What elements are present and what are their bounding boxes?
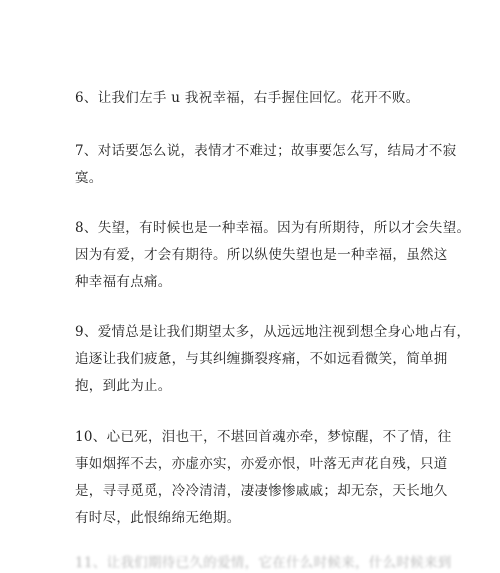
paragraph-line: 10、心已死，泪也干，不堪回首魂亦牵，梦惊醒，不了情，往 xyxy=(75,429,452,445)
paragraph-line: 有时尽，此恨绵绵无绝期。 xyxy=(75,510,241,526)
paragraph-9 xyxy=(75,322,475,403)
paragraph-line: 7、对话要怎么说，表情才不难过；故事要怎么写，结局才不寂 xyxy=(75,143,457,159)
paragraph-8 xyxy=(75,218,475,299)
paragraph-line: 事如烟挥不去，亦虚亦实，亦爱亦恨，叶落无声花自残，只道 xyxy=(75,456,448,472)
paragraph-line: 追逐让我们疲惫，与其纠缠撕裂疼痛，不如远看微笑，简单拥 xyxy=(75,351,448,367)
paragraph-line: 抱，到此为止。 xyxy=(75,378,172,394)
paragraph-7 xyxy=(75,141,475,195)
paragraph-line: 8、失望，有时候也是一种幸福。因为有所期待，所以才会失望。 xyxy=(75,220,471,236)
paragraph-line: 因为有爱，才会有期待。所以纵使失望也是一种幸福，虽然这 xyxy=(75,247,448,263)
paragraph-line: 6、让我们左手 u 我祝幸福，右手握住回忆。花开不败。 xyxy=(75,90,420,106)
paragraph-6 xyxy=(75,88,475,115)
paragraph-11-faded xyxy=(75,553,475,573)
paragraph-10 xyxy=(75,427,475,535)
paragraph-line: 9、爱情总是让我们期望太多，从远远地注视到想全身心地占有， xyxy=(75,324,471,340)
paragraph-line: 11、让我们期待已久的爱情，它在什么时候来，什么时候来到 xyxy=(75,555,452,571)
paragraph-line: 是，寻寻觅觅，冷冷清清，凄凄惨惨戚戚；却无奈，天长地久 xyxy=(75,483,448,499)
paragraph-line: 寞。 xyxy=(75,170,103,186)
paragraph-line: 种幸福有点痛。 xyxy=(75,274,172,290)
